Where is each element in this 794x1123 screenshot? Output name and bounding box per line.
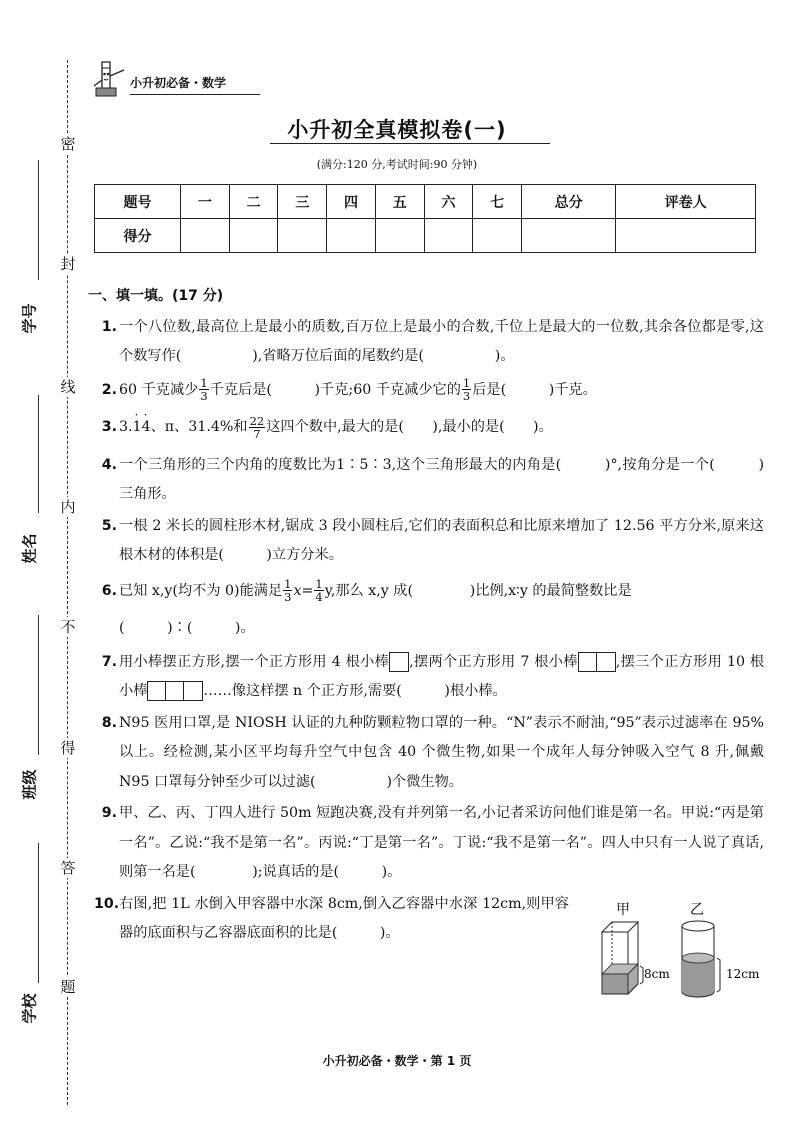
- numerator: 1: [462, 376, 471, 390]
- section-fill-in: [88, 282, 765, 951]
- text-segment: 千克后是( )千克;60 千克减少它的: [209, 381, 461, 398]
- question-text: 一个三角形的三个内角的度数比为1∶5∶3,这个三角形最大的内角是( )°,按角分是一个( )三角形。: [119, 456, 764, 502]
- fraction: [314, 578, 323, 603]
- exam-info: (满分:120 分,考试时间:90 分钟): [316, 158, 478, 171]
- text-segment: 这四个数中,最大的是( ),最小的是( )。: [266, 419, 553, 435]
- score-input-cell[interactable]: [522, 219, 616, 253]
- seal-char: 线: [58, 377, 78, 397]
- denominator: 3: [284, 590, 292, 604]
- question-text: 右图,把 1L 水倒入甲容器中水深 8cm,倒入乙容器中水深 12cm,则甲容器的底面积与乙容器底面积的比是( )。: [119, 895, 569, 941]
- section-heading: 一、填一填。(17 分): [88, 288, 224, 304]
- fraction: [249, 415, 266, 440]
- score-input-cell[interactable]: [181, 219, 230, 253]
- question-5: [94, 512, 764, 571]
- numerator: 1: [284, 577, 292, 591]
- class-label: 班级: [20, 769, 39, 800]
- question-7: [94, 648, 764, 707]
- text-segment: ,摆两个正方形用 7 根小棒: [409, 653, 578, 670]
- question-number: 9.: [101, 805, 117, 821]
- school-line[interactable]: [38, 843, 39, 983]
- brand-rule: [130, 94, 260, 95]
- container-a-depth: 8cm: [644, 967, 670, 981]
- text-segment: 已知 x,y(均不为 0)能满足: [119, 582, 283, 599]
- numerator: 22: [249, 413, 265, 428]
- question-number: 10.: [94, 895, 120, 912]
- question-3: [94, 413, 764, 443]
- denominator: 3: [462, 389, 471, 403]
- score-table: [94, 184, 756, 253]
- question-1: [94, 313, 764, 372]
- pencil-mascot-icon: [90, 58, 130, 98]
- seal-char: 封: [58, 254, 78, 274]
- text-segment: y,那么 x,y 成( )比例,x∶y 的最简整数比是: [324, 582, 632, 599]
- page-footer: 小升初必备・数学・第 1 页: [322, 1054, 472, 1068]
- name-label: 姓名: [20, 533, 39, 564]
- page-title: 小升初全真模拟卷(一): [287, 118, 507, 142]
- score-input-cell[interactable]: [473, 219, 522, 253]
- seal-char: 题: [58, 977, 78, 997]
- question-number: 2.: [101, 381, 117, 398]
- seal-char: 内: [58, 497, 78, 517]
- three-squares-sticks-icon: [147, 681, 203, 701]
- repeating-digit: · 1: [133, 413, 142, 443]
- text-segment: 用小棒摆正方形,摆一个正方形用 4 根小棒: [119, 653, 390, 670]
- question-4: [94, 451, 764, 510]
- question-text: 一根 2 米长的圆柱形木材,锯成 3 段小圆柱后,它们的表面积总和比原来增加了 12.56 平方分米,原来这根木材的体积是( )立方分米。: [119, 517, 764, 563]
- container-diagram: [594, 902, 764, 1002]
- fraction: [462, 377, 471, 402]
- text-segment: 、π、31.4%和: [150, 419, 248, 435]
- text-segment: 60 千克减少: [119, 381, 199, 398]
- seal-char: 密: [58, 134, 78, 154]
- brand-text: 小升初必备・数学: [130, 76, 227, 90]
- score-header-cell: 七: [473, 185, 522, 219]
- question-number: 8.: [101, 714, 117, 731]
- score-input-cell[interactable]: [424, 219, 473, 253]
- question-text: [119, 648, 764, 707]
- text-segment: 3.: [119, 419, 133, 435]
- question-text: 一个八位数,最高位上是最小的质数,百万位上是最小的合数,千位上是最大的一位数,其余各位都是零,这个数写作( ),省略万位后面的尾数约是( )。: [119, 318, 764, 364]
- question-number: 5.: [101, 517, 117, 534]
- score-header-cell: 评卷人: [616, 185, 756, 219]
- container-b-depth: 12cm: [726, 967, 760, 981]
- two-squares-sticks-icon: [578, 652, 616, 672]
- student-id-label: 学号: [20, 303, 39, 334]
- numerator: 1: [200, 376, 208, 390]
- text-segment: 后是( )千克。: [472, 381, 597, 398]
- score-input-cell[interactable]: [616, 219, 756, 253]
- score-input-cell[interactable]: [327, 219, 376, 253]
- text-segment: ,摆三个正方形用 10 根小棒: [119, 653, 765, 699]
- text-segment: ( )∶( )。: [119, 620, 255, 636]
- question-text: N95 医用口罩,是 NIOSH 认证的九种防颗粒物口罩的一种。“N”表示不耐油,“95”表示过滤率在 95%以上。经检测,某小区平均每升空气中包含 40 个微生物,如果一个成年人每分钟吸入空气 8 升,佩戴 N95 口罩每分钟至少可以过滤( )个微生物。: [119, 714, 764, 790]
- school-label: 学校: [20, 993, 39, 1024]
- score-row-label: 得分: [95, 219, 181, 253]
- question-2: [94, 376, 764, 406]
- class-line[interactable]: [38, 615, 39, 755]
- seal-char: 不: [58, 617, 78, 637]
- container-a-label: 甲: [616, 902, 630, 918]
- score-header-cell: 三: [278, 185, 327, 219]
- question-number: 1.: [101, 318, 117, 335]
- name-line[interactable]: [38, 395, 39, 513]
- score-header-cell: 总分: [522, 185, 616, 219]
- question-8: [94, 709, 764, 798]
- seal-char: 答: [58, 858, 78, 878]
- question-6: [94, 577, 764, 644]
- question-text: [119, 577, 764, 644]
- question-number: 4.: [101, 456, 117, 473]
- container-b-label: 乙: [690, 902, 704, 918]
- numerator: 1: [315, 577, 323, 591]
- score-header-cell: 四: [327, 185, 376, 219]
- score-header-cell: 五: [375, 185, 424, 219]
- question-number: 3.: [101, 419, 117, 435]
- title-underline: [270, 143, 550, 144]
- score-header-cell: 二: [229, 185, 278, 219]
- one-square-sticks-icon: [389, 652, 409, 672]
- score-header-cell: 题号: [95, 185, 181, 219]
- denominator: 7: [253, 426, 261, 441]
- question-number: 6.: [101, 582, 117, 599]
- text-segment: ……像这样摆 n 个正方形,需要( )根小棒。: [203, 683, 507, 699]
- fraction: [199, 377, 208, 402]
- repeating-digit: · 4: [142, 413, 151, 443]
- score-header-cell: 一: [181, 185, 230, 219]
- question-9: [94, 799, 764, 888]
- score-header-cell: 六: [424, 185, 473, 219]
- brand-header: [90, 58, 260, 94]
- fraction: [283, 578, 292, 603]
- score-table-score-row: [95, 219, 756, 253]
- text-segment: x=: [293, 582, 314, 599]
- seal-char: 得: [58, 738, 78, 758]
- score-input-cell[interactable]: [278, 219, 327, 253]
- question-number: 7.: [101, 653, 117, 670]
- question-text: [119, 376, 764, 406]
- question-text: [119, 413, 764, 443]
- score-input-cell[interactable]: [375, 219, 424, 253]
- score-input-cell[interactable]: [229, 219, 278, 253]
- question-text: 甲、乙、丙、丁四人进行 50m 短跑决赛,没有并列第一名,小记者采访问他们谁是第一名。甲说:“丙是第一名”。乙说:“我不是第一名”。丙说:“丁是第一名”。丁说:“我不是第一名”。四人中只有一人说了真话,则第一名是( );说真话的是( )。: [119, 805, 764, 880]
- student-id-line[interactable]: [38, 160, 39, 280]
- binding-dashed-line: [67, 60, 68, 1105]
- denominator: 4: [315, 590, 323, 604]
- container-figure: [594, 902, 764, 1002]
- score-table-header-row: [95, 185, 756, 219]
- denominator: 3: [200, 389, 208, 403]
